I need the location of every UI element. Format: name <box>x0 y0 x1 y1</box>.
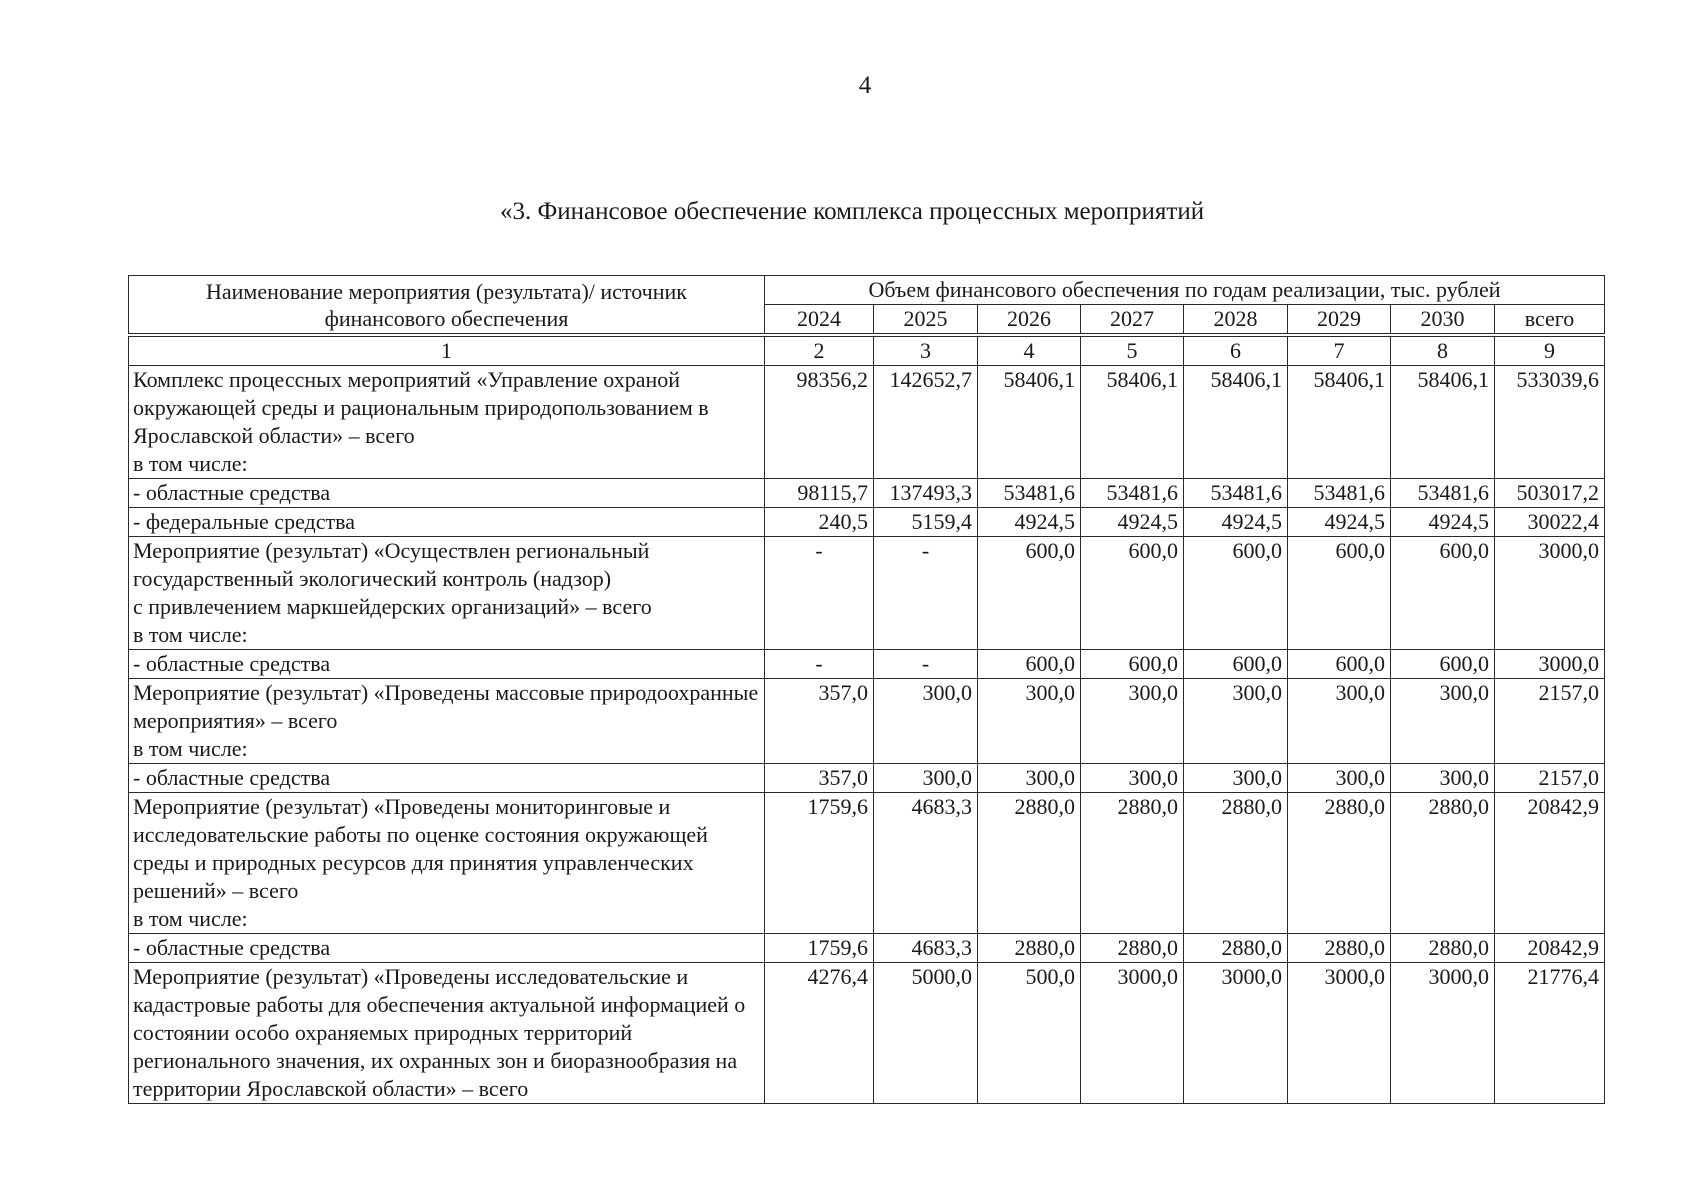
column-index-row <box>129 337 1605 366</box>
row-value-cell: 3000,0 <box>1495 650 1605 679</box>
column-index-cell: 6 <box>1184 337 1288 366</box>
column-index-cell: 3 <box>874 337 978 366</box>
header-year-2: 2026 <box>978 305 1081 334</box>
column-index-cell: 9 <box>1495 337 1605 366</box>
row-value-cell: 600,0 <box>1081 650 1184 679</box>
row-value-cell: 240,5 <box>765 508 874 537</box>
column-index-cell: 4 <box>978 337 1081 366</box>
table-row <box>129 508 1605 537</box>
row-value-cell: 600,0 <box>1081 537 1184 650</box>
row-value-cell: 2880,0 <box>1184 793 1288 934</box>
financing-table <box>128 275 1605 1104</box>
row-value-cell: 58406,1 <box>1288 366 1391 479</box>
row-value-cell: 4924,5 <box>1184 508 1288 537</box>
table-row <box>129 963 1605 1104</box>
row-value-cell: 2880,0 <box>1391 934 1495 963</box>
row-value-cell: - <box>765 650 874 679</box>
row-name-cell: - федеральные средства <box>129 508 765 537</box>
header-year-3: 2027 <box>1081 305 1184 334</box>
row-value-cell: 300,0 <box>1288 679 1391 764</box>
row-value-cell: 300,0 <box>1184 679 1288 764</box>
row-value-cell: 98356,2 <box>765 366 874 479</box>
header-year-4: 2028 <box>1184 305 1288 334</box>
table-row <box>129 793 1605 934</box>
row-name-cell: - областные средства <box>129 934 765 963</box>
row-value-cell: 300,0 <box>874 679 978 764</box>
row-value-cell: 98115,7 <box>765 479 874 508</box>
column-index-cell: 5 <box>1081 337 1184 366</box>
row-value-cell: 4276,4 <box>765 963 874 1104</box>
column-index-cell: 7 <box>1288 337 1391 366</box>
table-row <box>129 764 1605 793</box>
row-value-cell: 357,0 <box>765 679 874 764</box>
row-value-cell: 2880,0 <box>1081 934 1184 963</box>
table-row <box>129 479 1605 508</box>
table-header <box>129 276 1605 334</box>
row-value-cell: 600,0 <box>1391 650 1495 679</box>
row-value-cell: 2880,0 <box>1081 793 1184 934</box>
row-value-cell: 300,0 <box>874 764 978 793</box>
row-value-cell: 600,0 <box>1184 650 1288 679</box>
header-year-5: 2029 <box>1288 305 1391 334</box>
row-value-cell: 2880,0 <box>978 793 1081 934</box>
row-value-cell: - <box>874 650 978 679</box>
row-value-cell: 533039,6 <box>1495 366 1605 479</box>
column-index-cell: 8 <box>1391 337 1495 366</box>
row-value-cell: 300,0 <box>1081 679 1184 764</box>
section-title: «3. Финансовое обеспечение комплекса процессных мероприятий <box>500 198 1205 225</box>
row-value-cell: 20842,9 <box>1495 793 1605 934</box>
row-value-cell: 4683,3 <box>874 793 978 934</box>
row-value-cell: 58406,1 <box>978 366 1081 479</box>
row-name-cell: - областные средства <box>129 479 765 508</box>
row-value-cell: 142652,7 <box>874 366 978 479</box>
header-year-0: 2024 <box>765 305 874 334</box>
row-value-cell: 4924,5 <box>1288 508 1391 537</box>
header-volume-column: Объем финансового обеспечения по годам реализации, тыс. рублей <box>765 276 1605 305</box>
row-value-cell: 2880,0 <box>1184 934 1288 963</box>
table-row <box>129 537 1605 650</box>
row-value-cell: - <box>874 537 978 650</box>
row-value-cell: 2880,0 <box>1391 793 1495 934</box>
row-value-cell: 357,0 <box>765 764 874 793</box>
row-value-cell: 3000,0 <box>1288 963 1391 1104</box>
column-index-cell: 2 <box>765 337 874 366</box>
row-name-cell: Мероприятие (результат) «Осуществлен региональный государственный экологический контроль (надзор) с привлечением маркшейдерских организаций» – всего в том числе: <box>129 537 765 650</box>
row-value-cell: 1759,6 <box>765 934 874 963</box>
page-number: 4 <box>858 72 872 99</box>
row-value-cell: 4924,5 <box>1391 508 1495 537</box>
row-value-cell: 300,0 <box>1288 764 1391 793</box>
row-value-cell: 1759,6 <box>765 793 874 934</box>
row-value-cell: - <box>765 537 874 650</box>
row-value-cell: 2880,0 <box>1288 793 1391 934</box>
row-value-cell: 2880,0 <box>978 934 1081 963</box>
row-value-cell: 600,0 <box>1184 537 1288 650</box>
row-value-cell: 53481,6 <box>1288 479 1391 508</box>
row-name-cell: Мероприятие (результат) «Проведены массовые природоохранные мероприятия» – всего в том числе: <box>129 679 765 764</box>
row-value-cell: 3000,0 <box>1184 963 1288 1104</box>
row-value-cell: 600,0 <box>978 650 1081 679</box>
row-name-cell: Комплекс процессных мероприятий «Управление охраной окружающей среды и рациональным природопользованием в Ярославской области» – всего в том числе: <box>129 366 765 479</box>
financing-table-wrapper <box>128 275 1604 1104</box>
row-value-cell: 5000,0 <box>874 963 978 1104</box>
row-value-cell: 58406,1 <box>1391 366 1495 479</box>
row-value-cell: 2157,0 <box>1495 764 1605 793</box>
row-value-cell: 137493,3 <box>874 479 978 508</box>
row-value-cell: 3000,0 <box>1495 537 1605 650</box>
row-value-cell: 500,0 <box>978 963 1081 1104</box>
header-name-column: Наименование мероприятия (результата)/ источник финансового обеспечения <box>129 276 765 334</box>
row-value-cell: 20842,9 <box>1495 934 1605 963</box>
row-value-cell: 5159,4 <box>874 508 978 537</box>
row-value-cell: 300,0 <box>978 679 1081 764</box>
row-value-cell: 4924,5 <box>978 508 1081 537</box>
table-row <box>129 366 1605 479</box>
row-value-cell: 4924,5 <box>1081 508 1184 537</box>
header-year-7: всего <box>1495 305 1605 334</box>
table-body <box>129 334 1605 1104</box>
table-row <box>129 934 1605 963</box>
table-row <box>129 650 1605 679</box>
row-value-cell: 4683,3 <box>874 934 978 963</box>
row-value-cell: 600,0 <box>1288 537 1391 650</box>
row-name-cell: - областные средства <box>129 764 765 793</box>
header-year-1: 2025 <box>874 305 978 334</box>
row-value-cell: 58406,1 <box>1184 366 1288 479</box>
header-year-6: 2030 <box>1391 305 1495 334</box>
table-row <box>129 679 1605 764</box>
row-value-cell: 58406,1 <box>1081 366 1184 479</box>
row-name-cell: - областные средства <box>129 650 765 679</box>
row-value-cell: 2880,0 <box>1288 934 1391 963</box>
row-value-cell: 30022,4 <box>1495 508 1605 537</box>
row-value-cell: 300,0 <box>1081 764 1184 793</box>
row-value-cell: 600,0 <box>1288 650 1391 679</box>
row-value-cell: 21776,4 <box>1495 963 1605 1104</box>
row-value-cell: 2157,0 <box>1495 679 1605 764</box>
row-value-cell: 600,0 <box>1391 537 1495 650</box>
row-value-cell: 53481,6 <box>1184 479 1288 508</box>
row-name-cell: Мероприятие (результат) «Проведены исследовательские и кадастровые работы для обеспечения актуальной информацией о состоянии особо охраняемых природных территорий регионального значения, их охранных зон и биоразнообразия на территории Ярославской области» – всего <box>129 963 765 1104</box>
row-value-cell: 53481,6 <box>1391 479 1495 508</box>
row-value-cell: 300,0 <box>978 764 1081 793</box>
column-index-cell: 1 <box>129 337 765 366</box>
row-value-cell: 300,0 <box>1184 764 1288 793</box>
row-value-cell: 600,0 <box>978 537 1081 650</box>
row-value-cell: 300,0 <box>1391 764 1495 793</box>
row-name-cell: Мероприятие (результат) «Проведены мониторинговые и исследовательские работы по оценке состояния окружающей среды и природных ресурсов для принятия управленческих решений» – всего в том числе: <box>129 793 765 934</box>
row-value-cell: 300,0 <box>1391 679 1495 764</box>
row-value-cell: 3000,0 <box>1391 963 1495 1104</box>
row-value-cell: 3000,0 <box>1081 963 1184 1104</box>
row-value-cell: 53481,6 <box>1081 479 1184 508</box>
row-value-cell: 503017,2 <box>1495 479 1605 508</box>
row-value-cell: 53481,6 <box>978 479 1081 508</box>
